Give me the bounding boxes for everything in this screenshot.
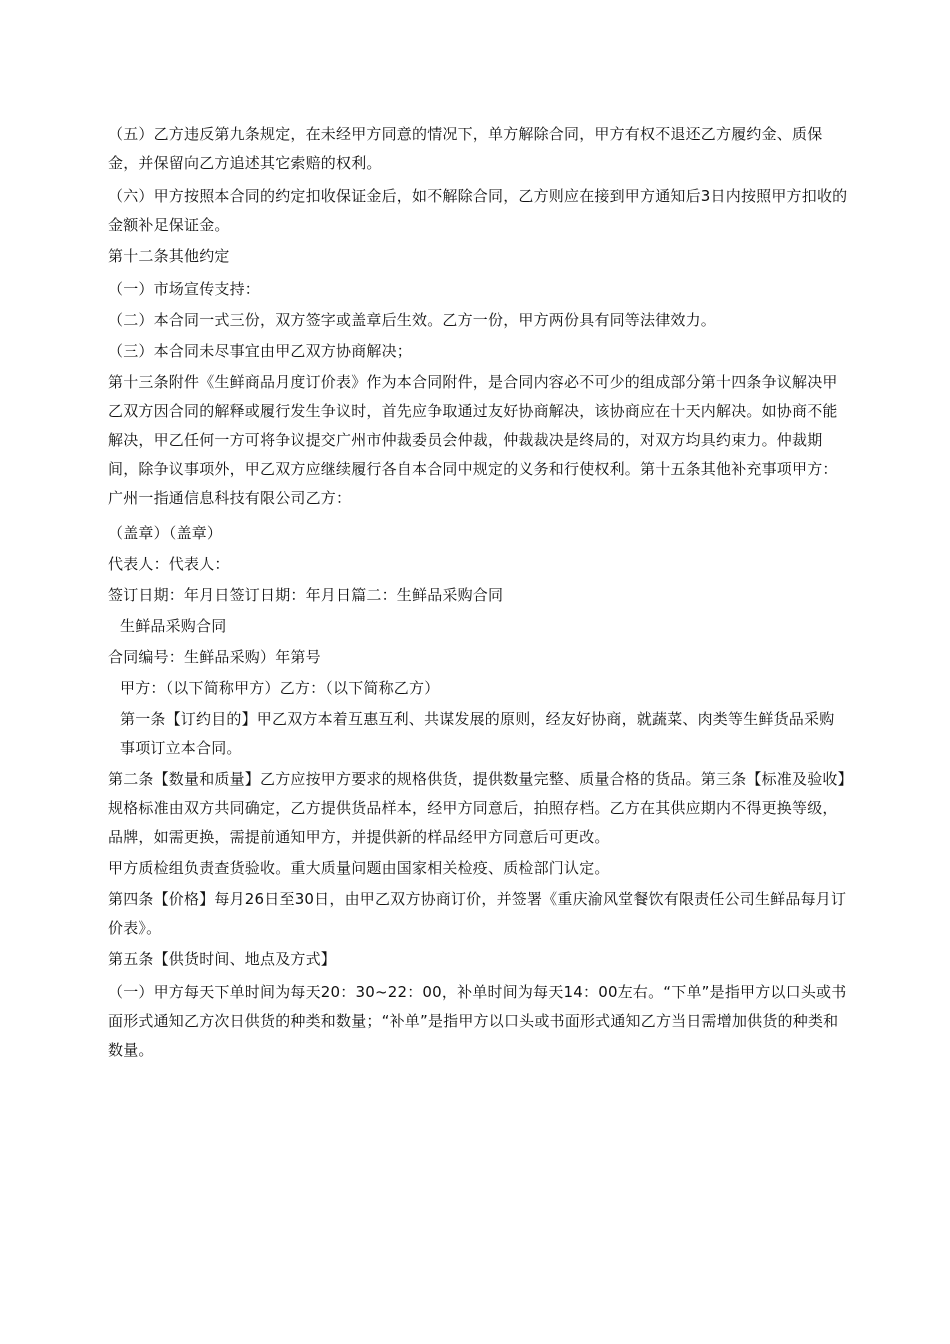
paragraph-quality-inspection: 甲方质检组负责查货验收。重大质量问题由国家相关检疫、质检部门认定。 — [108, 859, 610, 877]
paragraph-article-5-1: （一）甲方每天下单时间为每天20：30~22：00，补单时间为每天14：00左右。“下单”是指甲方以口头或书面形式通知乙方次日供货的种类和数量；“补单”是指甲方以口头或书面形式通知乙方当日需增加供货的种类和数量。 — [108, 983, 847, 1059]
paragraph-article-4: 第四条【价格】每月26日至30日，由甲乙双方协商订价，并签署《重庆渝风堂餐饮有限责任公司生鲜品每月订价表》。 — [108, 890, 847, 937]
paragraph-clause-12-3: （三）本合同未尽事宜由甲乙双方协商解决； — [108, 342, 413, 360]
paragraph-article-1: 第一条【订约目的】甲乙双方本着互惠互利、共谋发展的原则，经友好协商，就蔬菜、肉类等生鲜货品采购事项订立本合同。 — [120, 710, 835, 757]
paragraph-article-2-3: 第二条【数量和质量】乙方应按甲方要求的规格供货，提供数量完整、质量合格的货品。第三条【标准及验收】规格标准由双方共同确定，乙方提供货品样本，经甲方同意后，拍照存档。乙方在其供应期内不得更换等级，品牌，如需更换，需提前通知甲方，并提供新的样品经甲方同意后可更改。 — [108, 770, 846, 846]
representative-line: 代表人：代表人： — [108, 555, 230, 573]
heading-clause-12: 第十二条其他约定 — [108, 247, 230, 265]
contract-number: 合同编号：生鲜品采购）年第号 — [108, 648, 321, 666]
heading-article-5: 第五条【供货时间、地点及方式】 — [108, 950, 337, 968]
seal-line: （盖章）（盖章） — [108, 524, 223, 542]
parties-line: 甲方：（以下简称甲方）乙方：（以下简称乙方） — [120, 679, 440, 697]
document-body — [108, 120, 848, 1067]
paragraph-clause-12-2: （二）本合同一式三份，双方签字或盖章后生效。乙方一份，甲方两份具有同等法律效力。 — [108, 311, 717, 329]
paragraph-clause-11-5: （五）乙方违反第九条规定，在未经甲方同意的情况下，单方解除合同，甲方有权不退还乙方履约金、质保金，并保留向乙方追述其它索赔的权利。 — [108, 125, 823, 172]
paragraph-clause-12-1: （一）市场宣传支持： — [108, 280, 261, 298]
signing-date-line: 签订日期：年月日签订日期：年月日篇二：生鲜品采购合同 — [108, 586, 504, 604]
paragraph-clause-13-15: 第十三条附件《生鲜商品月度订价表》作为本合同附件，是合同内容必不可少的组成部分第十四条争议解决甲乙双方因合同的解释或履行发生争议时，首先应争取通过友好协商解决，该协商应在十天内解决。如协商不能解决，甲乙任何一方可将争议提交广州市仲裁委员会仲裁，仲裁裁决是终局的，对双方均具约束力。仲裁期间，除争议事项外，甲乙双方应继续履行各自本合同中规定的义务和行使权利。第十五条其他补充事项甲方：广州一指通信息科技有限公司乙方： — [108, 373, 838, 507]
contract-title: 生鲜品采购合同 — [120, 617, 227, 635]
paragraph-clause-11-6: （六）甲方按照本合同的约定扣收保证金后，如不解除合同，乙方则应在接到甲方通知后3日内按照甲方扣收的金额补足保证金。 — [108, 187, 848, 234]
